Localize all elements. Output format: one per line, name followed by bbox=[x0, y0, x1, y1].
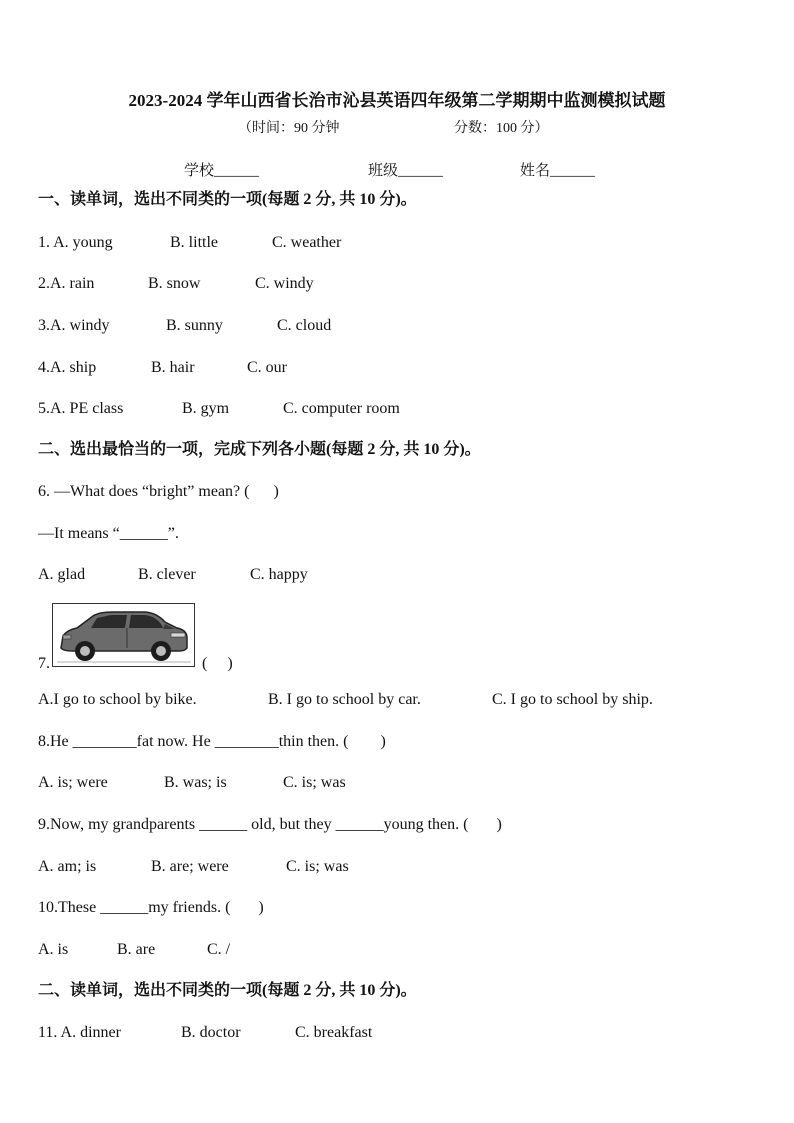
q5-option-b: B. gym bbox=[182, 400, 230, 417]
q11-option-a: 11. A. dinner bbox=[38, 1024, 121, 1041]
section-1-heading: 一、读单词，选出不同类的一项(每题 2 分, 共 10 分)。 bbox=[38, 191, 417, 208]
q6-option-a: A. glad bbox=[38, 566, 86, 583]
section-3-heading: 二、读单词，选出不同类的一项(每题 2 分, 共 10 分)。 bbox=[38, 982, 417, 999]
q6-option-b: B. clever bbox=[138, 566, 196, 583]
q4-option-a: 4.A. ship bbox=[38, 359, 97, 376]
q10-stem: 10.These ______my friends. ( ) bbox=[38, 899, 264, 916]
q4-option-c: C. our bbox=[247, 359, 287, 376]
q7-option-b: B. I go to school by car. bbox=[268, 691, 421, 708]
q1-option-b: B. little bbox=[170, 234, 218, 251]
class-field: 班级______ bbox=[368, 163, 444, 179]
q5-option-a: 5.A. PE class bbox=[38, 400, 124, 417]
q2-option-b: B. snow bbox=[148, 275, 201, 292]
q10-option-b: B. are bbox=[117, 941, 156, 958]
time-info: （时间：90 分钟 bbox=[238, 121, 340, 136]
q1-option-c: C. weather bbox=[272, 234, 342, 251]
q9-option-b: B. are; were bbox=[151, 858, 229, 875]
q9-option-a: A. am; is bbox=[38, 858, 97, 875]
q7-number: 7. bbox=[38, 655, 50, 672]
q8-stem: 8.He ________fat now. He ________thin then. ( ) bbox=[38, 733, 386, 750]
section-2-heading: 二、选出最恰当的一项，完成下列各小题(每题 2 分, 共 10 分)。 bbox=[38, 441, 481, 458]
q9-option-c: C. is; was bbox=[286, 858, 349, 875]
q7-answer-paren: ( ) bbox=[202, 655, 233, 672]
q8-option-a: A. is; were bbox=[38, 774, 108, 791]
name-field: 姓名______ bbox=[520, 163, 596, 179]
q2-option-a: 2.A. rain bbox=[38, 275, 95, 292]
q8-option-b: B. was; is bbox=[164, 774, 227, 791]
q8-option-c: C. is; was bbox=[283, 774, 346, 791]
q6-option-c: C. happy bbox=[250, 566, 308, 583]
score-info: 分数：100 分） bbox=[454, 121, 549, 136]
car-icon bbox=[53, 604, 194, 666]
q3-option-a: 3.A. windy bbox=[38, 317, 110, 334]
q5-option-c: C. computer room bbox=[283, 400, 400, 417]
q11-option-c: C. breakfast bbox=[295, 1024, 373, 1041]
q11-option-b: B. doctor bbox=[181, 1024, 241, 1041]
q4-option-b: B. hair bbox=[151, 359, 195, 376]
q2-option-c: C. windy bbox=[255, 275, 314, 292]
q6-stem: 6. —What does “bright” mean? ( ) bbox=[38, 483, 279, 500]
q3-option-c: C. cloud bbox=[277, 317, 332, 334]
q1-option-a: 1. A. young bbox=[38, 234, 113, 251]
q10-option-a: A. is bbox=[38, 941, 69, 958]
school-field: 学校______ bbox=[184, 163, 260, 179]
q10-option-c: C. / bbox=[207, 941, 231, 958]
q7-option-a: A.I go to school by bike. bbox=[38, 691, 197, 708]
q6-answer-line: —It means “______”. bbox=[38, 525, 179, 542]
car-image bbox=[52, 603, 195, 667]
q9-stem: 9.Now, my grandparents ______ old, but they ______young then. ( ) bbox=[38, 816, 502, 833]
q7-option-c: C. I go to school by ship. bbox=[492, 691, 653, 708]
exam-title: 2023-2024 学年山西省长治市沁县英语四年级第二学期期中监测模拟试题 bbox=[128, 91, 666, 110]
q3-option-b: B. sunny bbox=[166, 317, 223, 334]
